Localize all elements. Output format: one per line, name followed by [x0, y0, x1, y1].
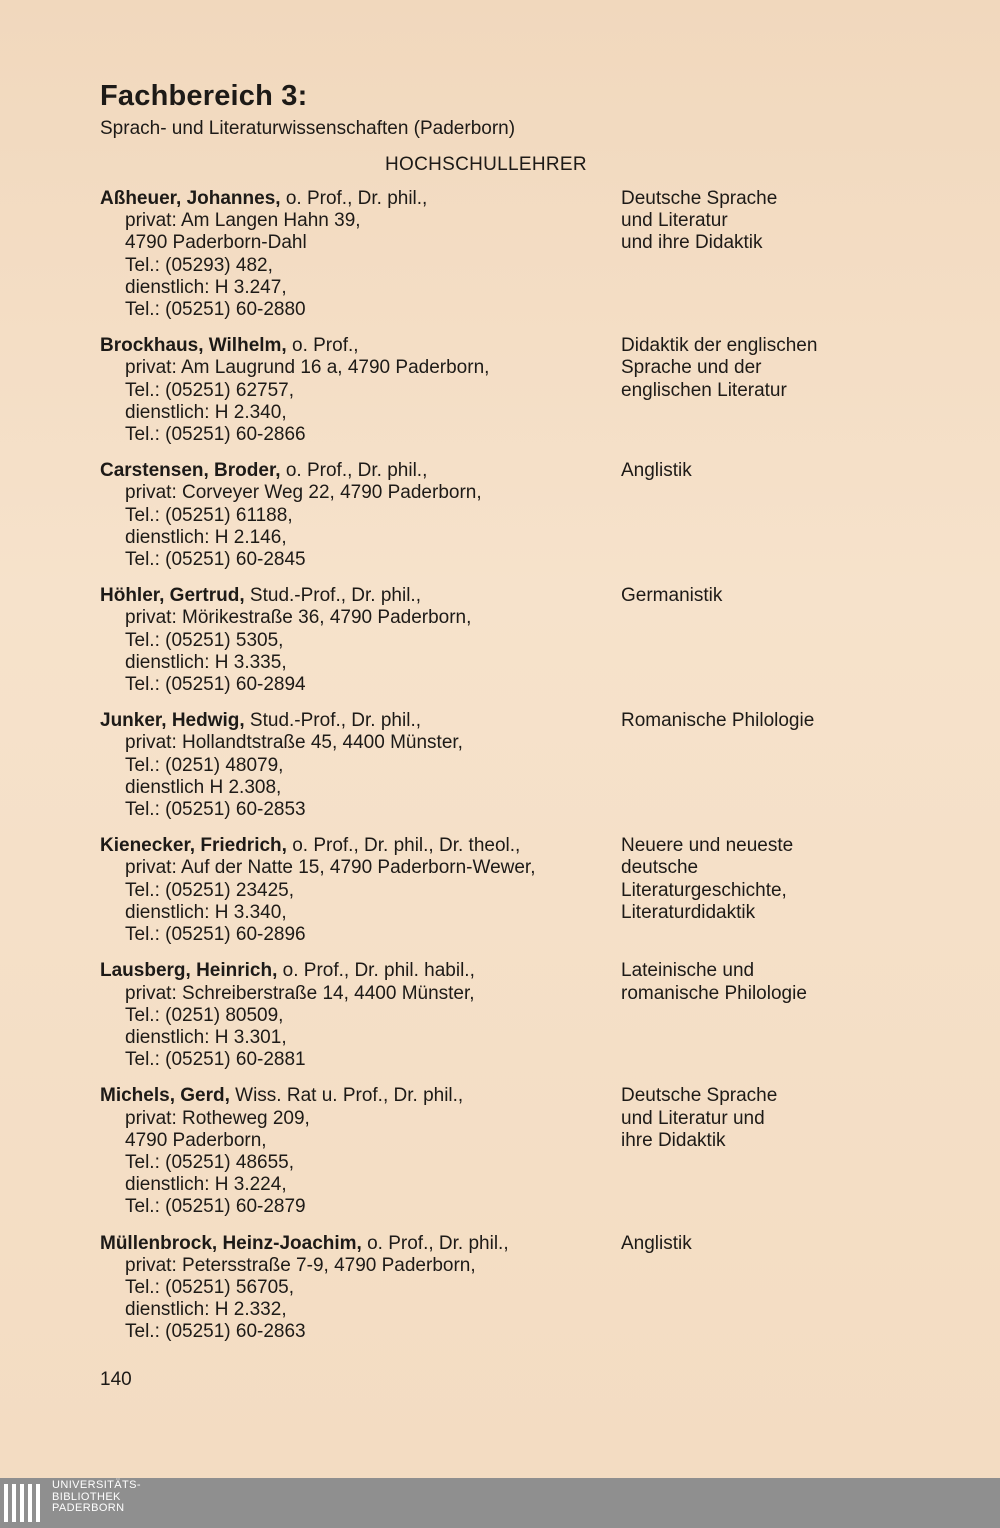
subject-line: romanische Philologie — [621, 982, 807, 1004]
person-name: Brockhaus, Wilhelm, — [100, 335, 287, 357]
contact-line: dienstlich H 2.308, — [125, 776, 282, 798]
entry-contact — [100, 335, 610, 446]
contact-line: Tel.: (05251) 48655, — [125, 1151, 295, 1173]
library-logo-text — [52, 1480, 141, 1515]
subject-line: Deutsche Sprache — [621, 188, 778, 209]
directory-entry — [100, 960, 880, 1071]
academic-title: o. Prof., Dr. phil., — [361, 1232, 509, 1254]
contact-line: dienstlich: H 2.340, — [125, 401, 287, 423]
entry-heading — [100, 710, 610, 732]
person-name: Höhler, Gertrud, — [100, 585, 245, 607]
contact-line: dienstlich: H 3.224, — [125, 1174, 287, 1196]
entry-contact — [100, 1233, 610, 1344]
directory-entry — [100, 460, 880, 571]
person-name: Michels, Gerd, — [100, 1085, 230, 1107]
subject-area — [621, 710, 881, 732]
subject-line: deutsche — [621, 857, 699, 879]
contact-line: dienstlich: H 3.247, — [125, 276, 287, 298]
library-logo-icon — [2, 1480, 46, 1526]
contact-line: privat: Corveyer Weg 22, 4790 Paderborn, — [125, 482, 482, 504]
contact-line: Tel.: (05251) 60-2894 — [125, 674, 306, 696]
directory-entry — [100, 335, 880, 446]
entry-heading — [100, 1085, 610, 1107]
contact-line: privat: Am Laugrund 16 a, 4790 Paderborn, — [125, 357, 490, 379]
directory-entry — [100, 835, 880, 946]
subject-line: Sprache und der — [621, 357, 762, 379]
subject-line: Literaturgeschichte, — [621, 879, 787, 901]
academic-title: o. Prof., Dr. phil., — [280, 460, 428, 482]
page-number: 140 — [100, 1369, 132, 1390]
subject-line: Romanische Philologie — [621, 710, 815, 732]
subject-line: Deutsche Sprache — [621, 1085, 778, 1107]
contact-line: Tel.: (05251) 60-2863 — [125, 1321, 306, 1343]
contact-line: 4790 Paderborn-Dahl — [125, 232, 307, 254]
subject-area — [621, 188, 881, 255]
page-title: Fachbereich 3: — [100, 80, 308, 112]
entry-contact — [100, 960, 610, 1071]
contact-line: Tel.: (05251) 60-2880 — [125, 299, 306, 321]
entry-contact — [100, 585, 610, 696]
subject-area — [621, 1233, 881, 1255]
entry-heading — [100, 1233, 610, 1255]
contact-line: Tel.: (05251) 56705, — [125, 1276, 295, 1298]
academic-title: Stud.-Prof., Dr. phil., — [244, 585, 421, 607]
contact-line: Tel.: (05251) 23425, — [125, 879, 295, 901]
contact-line: Tel.: (05251) 60-2866 — [125, 424, 306, 446]
entry-contact — [100, 188, 610, 321]
contact-line: 4790 Paderborn, — [125, 1129, 267, 1151]
subject-line: Neuere und neueste — [621, 835, 794, 857]
contact-line: Tel.: (05251) 62757, — [125, 379, 295, 401]
subject-area — [621, 1085, 881, 1152]
academic-title: o. Prof., Dr. phil. habil., — [277, 960, 475, 982]
contact-line: privat: Schreiberstraße 14, 4400 Münster, — [125, 982, 475, 1004]
subject-line: Anglistik — [621, 1232, 692, 1254]
subject-line: Literaturdidaktik — [621, 901, 756, 923]
academic-title: Wiss. Rat u. Prof., Dr. phil., — [229, 1085, 464, 1107]
entry-heading — [100, 585, 610, 607]
subject-line: englischen Literatur — [621, 379, 787, 401]
entry-contact — [100, 710, 610, 821]
contact-line: Tel.: (0251) 48079, — [125, 754, 284, 776]
subject-line: ihre Didaktik — [621, 1129, 726, 1151]
staff-directory — [100, 188, 880, 1358]
contact-line: dienstlich: H 3.335, — [125, 651, 287, 673]
academic-title: o. Prof., — [286, 335, 359, 357]
logo-line: UNIVERSITÄTS- — [52, 1479, 141, 1491]
contact-line: dienstlich: H 3.301, — [125, 1026, 287, 1048]
subject-line: und Literatur und — [621, 1107, 765, 1129]
person-name: Müllenbrock, Heinz-Joachim, — [100, 1232, 362, 1254]
contact-line: Tel.: (05251) 5305, — [125, 629, 284, 651]
contact-line: Tel.: (05251) 60-2896 — [125, 924, 306, 946]
section-heading: HOCHSCHULLEHRER — [385, 154, 587, 175]
contact-line: privat: Rotheweg 209, — [125, 1107, 310, 1129]
contact-line: privat: Mörikestraße 36, 4790 Paderborn, — [125, 607, 472, 629]
entry-heading — [100, 835, 610, 857]
contact-line: dienstlich: H 2.146, — [125, 526, 287, 548]
person-name: Junker, Hedwig, — [100, 710, 245, 732]
contact-line: Tel.: (05251) 60-2879 — [125, 1196, 306, 1218]
entry-heading — [100, 335, 610, 357]
person-name: Kienecker, Friedrich, — [100, 835, 287, 857]
contact-line: dienstlich: H 3.340, — [125, 901, 287, 923]
contact-line: Tel.: (05293) 482, — [125, 254, 273, 276]
subject-line: und ihre Didaktik — [621, 232, 763, 254]
contact-line: privat: Petersstraße 7-9, 4790 Paderborn, — [125, 1254, 476, 1276]
entry-heading — [100, 960, 610, 982]
logo-line: BIBLIOTHEK — [52, 1490, 121, 1503]
subject-line: Anglistik — [621, 460, 692, 482]
library-footer-bar — [0, 1478, 1000, 1528]
academic-title: Stud.-Prof., Dr. phil., — [244, 710, 421, 732]
subject-area — [621, 585, 881, 607]
logo-line: PADERBORN — [52, 1502, 125, 1514]
contact-line: Tel.: (05251) 60-2853 — [125, 799, 306, 821]
entry-contact — [100, 460, 610, 571]
person-name: Lausberg, Heinrich, — [100, 960, 278, 982]
directory-entry — [100, 710, 880, 821]
directory-entry — [100, 188, 880, 321]
academic-title: o. Prof., Dr. phil., Dr. theol., — [286, 835, 521, 857]
subject-area — [621, 460, 881, 482]
contact-line: dienstlich: H 2.332, — [125, 1299, 287, 1321]
contact-line: Tel.: (0251) 80509, — [125, 1004, 284, 1026]
subject-area — [621, 835, 881, 924]
subject-area — [621, 335, 881, 402]
subject-line: Lateinische und — [621, 960, 755, 982]
contact-line: privat: Auf der Natte 15, 4790 Paderborn-Wewer, — [125, 857, 536, 879]
subject-area — [621, 960, 881, 1004]
academic-title: o. Prof., Dr. phil., — [280, 188, 428, 209]
entry-heading — [100, 188, 610, 210]
person-name: Aßheuer, Johannes, — [100, 188, 281, 209]
contact-line: Tel.: (05251) 60-2881 — [125, 1049, 306, 1071]
contact-line: privat: Am Langen Hahn 39, — [125, 210, 361, 232]
contact-line: Tel.: (05251) 61188, — [125, 504, 293, 526]
directory-entry — [100, 1085, 880, 1218]
directory-entry — [100, 585, 880, 696]
subject-line: und Literatur — [621, 210, 728, 232]
person-name: Carstensen, Broder, — [100, 460, 281, 482]
entry-heading — [100, 460, 610, 482]
directory-entry — [100, 1233, 880, 1344]
page-subtitle: Sprach- und Literaturwissenschaften (Paderborn) — [100, 118, 516, 139]
subject-line: Germanistik — [621, 585, 723, 607]
contact-line: privat: Hollandtstraße 45, 4400 Münster, — [125, 732, 463, 754]
contact-line: Tel.: (05251) 60-2845 — [125, 549, 306, 571]
entry-contact — [100, 835, 610, 946]
subject-line: Didaktik der englischen — [621, 335, 818, 357]
entry-contact — [100, 1085, 610, 1218]
